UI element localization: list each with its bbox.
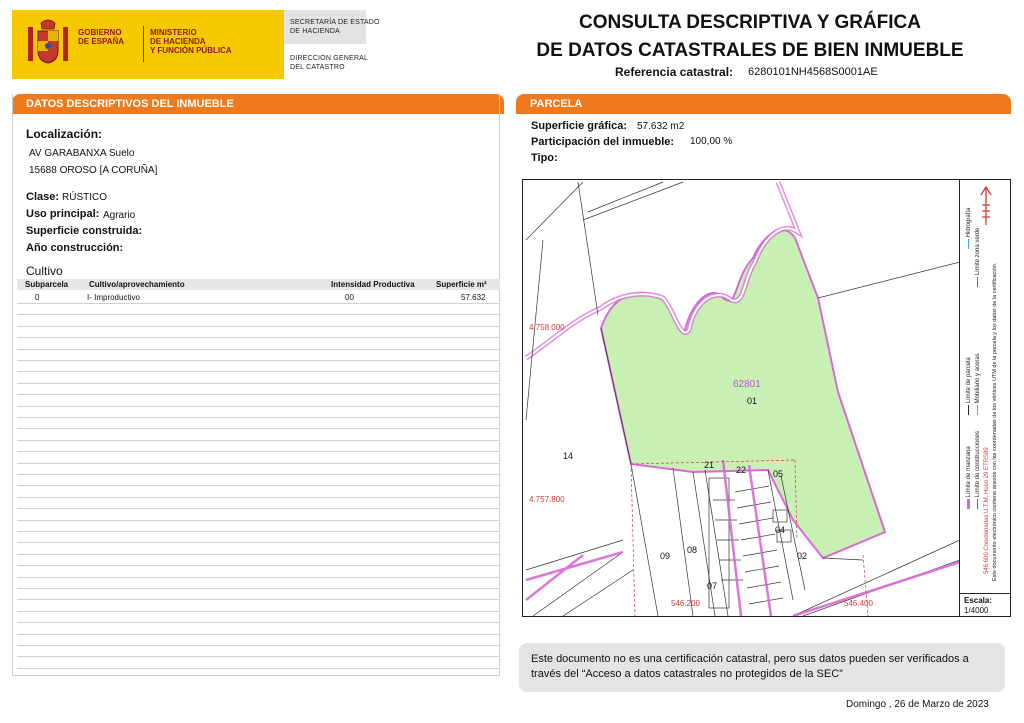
map-label: 04	[775, 525, 786, 535]
legend-item-5-label: Mobiliario y aceras	[975, 353, 981, 404]
cadastral-map[interactable]	[522, 179, 1011, 617]
legend-item-zona-verde	[975, 228, 981, 287]
table-rule-line	[17, 440, 499, 441]
localizacion-label: Localización:	[26, 127, 103, 141]
ministry-line-3: Y FUNCIÓN PÚBLICA	[150, 46, 232, 55]
map-drawing	[523, 180, 960, 616]
secretaria-line-1: SECRETARÍA DE ESTADO	[290, 19, 380, 26]
table-rule-line	[17, 656, 499, 657]
table-rule-line	[17, 349, 499, 350]
map-label: 22	[736, 465, 747, 475]
map-label: 05	[773, 469, 784, 479]
coord-y1: 4.758.000	[529, 323, 565, 332]
table-rule-line	[17, 634, 499, 635]
section-header-parcela: PARCELA	[516, 94, 1011, 114]
parcel-sub: 01	[747, 396, 758, 406]
legend-item-parcela	[966, 357, 972, 415]
row-subparcela: 0	[35, 293, 40, 302]
coord-x2: 546.400	[844, 599, 873, 608]
direccion-line-1: DIRECCIÓN GENERAL	[290, 55, 369, 62]
table-rule-line	[17, 383, 499, 384]
uso-value: Agrario	[103, 210, 136, 221]
coord-y2: 4.757.800	[529, 495, 565, 504]
table-rule-line	[17, 394, 499, 395]
table-rule-line	[17, 622, 499, 623]
parcel-polygon	[601, 230, 885, 558]
field-line	[526, 182, 583, 240]
verification-note: Este documento no es una certificación catastral, pero sus datos pueden ser verificados a través del “Acceso a datos catastrales no protegidos de la SEC”	[519, 643, 1005, 692]
gov-line-2: DE ESPAÑA	[78, 37, 125, 46]
legend-item-3-label: Hidrografía	[966, 207, 972, 238]
gov-line-1: GOBIERNO	[78, 28, 122, 37]
field-line	[578, 182, 598, 315]
section-title-prefix: DATOS DESCRIPTIVOS DEL	[26, 98, 177, 110]
table-rule-line	[17, 542, 499, 543]
table-rule-line	[17, 371, 499, 372]
legend-item-hidrografia	[966, 208, 972, 249]
scale-label: Escala:	[964, 596, 993, 605]
table-rule-line	[17, 485, 499, 486]
north-arrow-icon	[978, 185, 994, 227]
table-rule-line	[17, 326, 499, 327]
table-rule-line	[17, 508, 499, 509]
tipo-label: Tipo:	[531, 152, 558, 164]
ref-label: Referencia catastral:	[615, 65, 734, 79]
cultivo-title: Cultivo	[26, 264, 63, 278]
table-rule-line	[17, 588, 499, 589]
parcel-number: 62801	[733, 379, 761, 390]
ref-value: 6280101NH4568S0001AE	[748, 66, 878, 78]
table-rule-line	[17, 303, 499, 304]
table-rule-line	[17, 599, 499, 600]
table-rule-line	[17, 554, 499, 555]
legend-item-1-label: Límite de manzana	[966, 446, 972, 498]
table-rule-line	[17, 314, 499, 315]
title-line-2: DE DATOS CATASTRALES DE BIEN INMUEBLE	[536, 40, 964, 61]
uso-label: Uso principal:	[26, 208, 100, 220]
coords-note: 546.600 Coordenadas U.T.M. Huso 29 ETRS89	[984, 447, 990, 574]
table-rule-line	[17, 463, 499, 464]
secretaria-name	[290, 18, 380, 36]
clase-value: RÚSTICO	[62, 192, 107, 203]
secretaria-line-2: DE HACIENDA	[290, 28, 341, 35]
field-line	[588, 182, 663, 212]
ministry-line-2: DE HACIENDA	[150, 37, 206, 46]
superficie-construida-label: Superficie construida:	[26, 225, 143, 237]
table-rule-line	[17, 406, 499, 407]
sup-grafica-value: 57.632 m2	[637, 121, 685, 132]
row-intensidad: 00	[345, 293, 354, 302]
page-title	[520, 9, 980, 65]
block-boundaries	[526, 460, 960, 616]
map-label: 21	[704, 460, 715, 470]
map-label: 14	[563, 451, 574, 461]
table-rule-line	[17, 428, 499, 429]
coord-x1: 546.200	[671, 599, 700, 608]
legend-item-construcciones	[975, 431, 981, 509]
map-label: 09	[660, 551, 671, 561]
doc-note: Este documento electrónico contiene anexos con las coordenadas de los vértices UTM de la parcela y los datos de la certificación.	[992, 262, 998, 581]
map-label: 02	[797, 551, 808, 561]
table-rule-line	[17, 520, 499, 521]
table-rule-line	[17, 497, 499, 498]
table-rule-line	[17, 577, 499, 578]
ministry-name	[150, 28, 232, 55]
urban-lots	[526, 464, 960, 616]
table-rule-line	[17, 417, 499, 418]
ministry-line-1: MINISTERIO	[150, 28, 197, 37]
logo-divider	[143, 26, 144, 62]
table-rule-line	[17, 668, 499, 669]
map-label: 07	[707, 581, 718, 591]
legend-item-2-label: Límite de parcela	[966, 357, 972, 404]
anio-construccion-label: Año construcción:	[26, 242, 124, 254]
sup-grafica-label: Superficie gráfica:	[531, 120, 627, 132]
map-label: 08	[687, 545, 698, 555]
clase-label: Clase:	[26, 191, 60, 203]
document-date: Domingo , 26 de Marzo de 2023	[846, 699, 989, 710]
table-rule-line	[17, 337, 499, 338]
section-title-bold: INMUEBLE	[176, 98, 234, 110]
table-rule-line	[17, 360, 499, 361]
legend-item-6-label: Límite zona verde	[975, 227, 981, 276]
legend-item-mobiliario	[975, 353, 981, 415]
table-rule-line	[17, 531, 499, 532]
table-rule-line	[17, 645, 499, 646]
row-superficie: 57.632	[461, 293, 486, 302]
government-name	[78, 28, 124, 46]
th-subparcela: Subparcela	[25, 280, 69, 289]
field-line	[583, 182, 683, 220]
participacion-label: Participación del inmueble:	[531, 136, 675, 148]
th-cultivo: Cultivo/aprovechamiento	[89, 280, 185, 289]
address-line-1: AV GARABANXA Suelo	[29, 148, 135, 159]
legend-item-manzana	[966, 446, 972, 509]
table-rule-line	[17, 611, 499, 612]
map-legend	[959, 179, 1011, 617]
legend-item-4-label: Límite de construcciones	[975, 430, 981, 498]
th-intensidad: Intensidad Productiva	[331, 280, 415, 289]
scale-value: 1/4000	[964, 606, 989, 615]
scale-divider	[960, 593, 1011, 594]
table-rule-line	[17, 474, 499, 475]
title-line-1: CONSULTA DESCRIPTIVA Y GRÁFICA	[578, 12, 922, 33]
participacion-value: 100,00 %	[690, 136, 733, 147]
address-line-2: 15688 OROSO [A CORUÑA]	[29, 165, 158, 176]
th-superficie: Superficie m²	[436, 280, 487, 289]
table-rule-line	[17, 565, 499, 566]
direccion-name	[290, 54, 368, 72]
direccion-line-2: DEL CATASTRO	[290, 64, 345, 71]
row-cultivo: I- Improductivo	[87, 293, 140, 302]
field-line	[818, 262, 960, 298]
coat-of-arms-icon	[24, 17, 72, 69]
table-rule-line	[17, 451, 499, 452]
